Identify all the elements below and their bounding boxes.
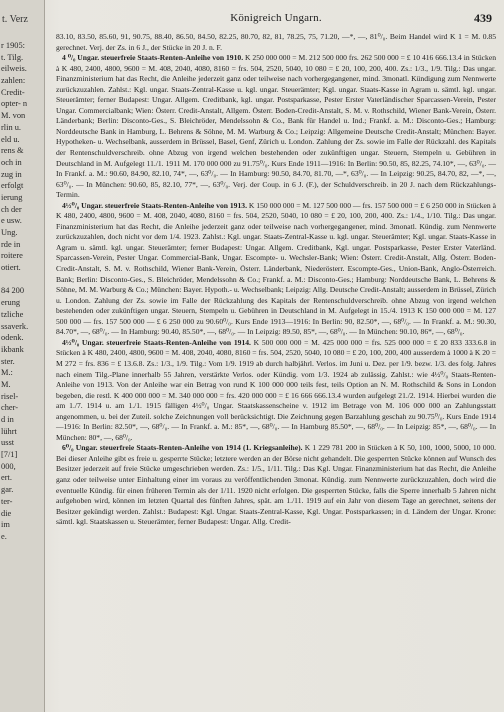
adjacent-page-line: erfolgt xyxy=(1,181,24,191)
adjacent-page-line xyxy=(1,648,45,660)
adjacent-page-line xyxy=(1,578,45,590)
adjacent-page-line: ssaverk. xyxy=(1,321,29,331)
document-body xyxy=(56,32,496,528)
adjacent-page-line: 000, xyxy=(1,461,16,471)
page-header xyxy=(56,12,496,32)
adjacent-page-line: Ung. xyxy=(1,228,18,237)
adjacent-page-line: odenk. xyxy=(1,333,24,343)
adjacent-page-line: d in xyxy=(1,415,14,424)
adjacent-page-line: gar. xyxy=(1,485,14,495)
adjacent-page-line xyxy=(1,683,45,695)
adjacent-page-line: e usw. xyxy=(1,216,22,226)
paragraph-text: 83.10, 83.50, 85.60, 91, 90.75, 88.40, 86.50, 84.50, 82.25, 80.70, 82, 81, 78.25, 75, 71.20, —*, —, 81⁰/₀. Beim Handel wird K 1 = M. 0.85 gerechnet. Verj. der Zs. in 6 J., der Stücke in 20 J. n. F. xyxy=(56,32,496,52)
entry-heading: 6⁰/₀ Ungar. steuerfreie Staats-Renten-Anleihe von 1914 (1. Kriegsanleihe). xyxy=(62,443,303,453)
adjacent-page-line xyxy=(1,624,45,636)
adjacent-page-line: ierung xyxy=(1,192,23,202)
running-title: Königreich Ungarn. xyxy=(230,12,322,24)
adjacent-page-line: rde in xyxy=(1,239,21,249)
adjacent-page-line: rlin u. xyxy=(1,122,22,132)
adjacent-page-line: Credit- xyxy=(1,87,25,97)
adjacent-page-fragment xyxy=(0,0,45,712)
adjacent-page-line: ster. xyxy=(1,356,15,366)
adjacent-page-line: e. xyxy=(1,531,7,541)
bond-entry-1913 xyxy=(56,201,496,338)
adjacent-page-line xyxy=(1,613,45,625)
adjacent-page-line: ikbank xyxy=(1,344,24,354)
adjacent-page-line xyxy=(1,601,45,613)
entry-heading: 4 ⁰/₀ Ungar. steuerfreie Staats-Renten-Anleihe von 1910. xyxy=(62,53,244,63)
adjacent-page-line: otiert. xyxy=(1,263,21,273)
entry-heading: 4½⁰/₀ Ungar. steuerfreie Staats-Renten-Anleihe von 1913. xyxy=(62,200,247,210)
adjacent-page-line: ert. xyxy=(1,473,12,483)
paragraph-continued xyxy=(56,32,496,53)
adjacent-page-line xyxy=(1,636,45,648)
adjacent-page-line xyxy=(1,659,45,671)
adjacent-page-line xyxy=(1,274,45,286)
adjacent-page-line: erung xyxy=(1,298,21,308)
adjacent-page-line: rens & xyxy=(1,146,24,156)
adjacent-page-line xyxy=(1,543,45,555)
adjacent-page-line: eld u. xyxy=(1,134,20,144)
main-column xyxy=(56,12,496,528)
adjacent-page-line: 84 200 xyxy=(1,286,25,296)
entry-heading: 4½⁰/₀ Ungar. steuerfreie Staats-Renten-Anleihe von 1914. xyxy=(62,337,251,347)
adjacent-page-line xyxy=(1,706,45,712)
adjacent-page-line: roitere xyxy=(1,251,23,261)
adjacent-page-line: usst xyxy=(1,438,15,448)
adjacent-page-line: cher- xyxy=(1,403,19,413)
adjacent-page-line: och in xyxy=(1,157,22,167)
adjacent-page-line: zahlen: xyxy=(1,76,26,86)
adjacent-page-line: ter- xyxy=(1,496,13,506)
adjacent-page-line: tzliche xyxy=(1,309,24,319)
page-number: 439 xyxy=(474,11,492,25)
entry-text: K 1 229 781 200 in Stücken à K 50, 100, 1000, 5000, 10 000. Bei dieser Anleihe gibt es freie u. gesperrte Stücke; letztere werden an der Börse nicht gehandelt. Die gesperrten Stücke können auf Wunsch des Besitzer jederzeit auf freie Stücke umgeschrieben werden. Zs.: 1/5., 1/11. Tilg.: Das Kgl. Ungar. Finanzministerium hat das Recht, die Anleihe ganz oder teilweise unter Einhaltung einer im voraus zu veröffentlichenden 3monat. Kündig. zum Nennwerte zurückzuzahlen, doch wird die eventuelle Kündig. für einen früheren Termin als der 1/11. 1920 nicht erfolgen. Die gesperrten Stücke, falls die Sperre innerhalb 5 Jahren nicht aufgehoben wird, können im letzten Quartal des fünften Jahres, spät. am 1./11. 1919 auf ein Jahr von diesem Tage an gerechnet, seitens der Besitzer gekündigt werden. Zahlst.: Budapest: Kgl. Ungar. Staats-Zentral-Kasse, Kgl. Ungar. Postsparkassen; in d. Ländern der Ungar. Krone: sämtl. kgl. Staatskassen u. Steuerämter, ferner Budapest: Ungar. Allg. Credit- xyxy=(56,443,497,527)
adjacent-page-line: M.: xyxy=(1,368,13,378)
adjacent-page-line: ch der xyxy=(1,204,22,214)
adjacent-page-line xyxy=(1,566,45,578)
adjacent-page-line xyxy=(1,589,45,601)
entry-text: K 500 000 000 = M. 425 000 000 = frs. 525 000 000 = £ 20 833 333.6.8 in Stücken à K 480, 2400, 4800, 9600 = M. 408, 2040, 4080, 8160 = frs. 504, 2520, 5040, 10 080 = £ 20, 100, 200, 400 ausserdem à 1000 à K 20 = M 272 = frs. 836 = £ 13.6.8. Zs.: 1/3., 1/9. Tilg.: Vom 1/9. 1919 ab durch halbjährl. Verlos. im Juni u. Dez. per 1/9. bezw. 1/3. des folg. Jahres nach einem Tilg.-Plane innerhalb 55 Jahren, verstärkte Verlos. oder Kündig. vom 1/3. 1924 ab zulässig. Zahlst.: wie 4½⁰/₀ Staats-Renten-Anleihe von 1913. Von der Anleihe war ein Betrag von rund K 100 000 000 teils fest, teils Option an N. M. Rothschild & Sons in London begeben, die restl. K 400 000 000 = M. 340 000 000 = frs. 420 000 000 = £ 16 666 666.13.4 wurden aufgelegt 21./2. 1914. Hierbei wurden die am 1./7. 1914 u. am 1./1. 1915 fälligen 4½⁰/₀ Ungar. Staatskassenscheine v. 1912 im Betrage von M. 106 000 000 an Zahlungsstatt angenommen, u. bei der Zuteil. solche Zeichnungen voll berücksichtigt. Die Zeichnung gegen Barzahlung geschah zu 90.75⁰/₀. Kurs Ende 1914—1916: In Berlin: 82.50*, —, 68⁰/₀. — In Frankf. a. M.: 85*, —, 68⁰/₀. — In Hamburg 85.50*, —, 68⁰/₀. — In Leipzig: 85*, —, 68⁰/₀. — In München: 80*, —, 68⁰/₀. xyxy=(56,337,496,442)
adjacent-page-line: t. Tilg. xyxy=(1,52,24,62)
adjacent-page-line xyxy=(1,695,45,707)
bond-entry-1914-war-loan xyxy=(56,443,496,527)
adjacent-page-line: r 1905: xyxy=(1,41,25,50)
adjacent-page-line: die xyxy=(1,508,12,518)
adjacent-page-header: t. Verz xyxy=(2,14,28,25)
adjacent-page-line: [7/1] xyxy=(1,450,18,460)
adjacent-page-line: lührt xyxy=(1,426,17,436)
adjacent-page-line: opter- n xyxy=(1,99,28,109)
adjacent-page-line xyxy=(1,554,45,566)
entry-text: K 150 000 000 = M. 127 500 000 — frs. 157 500 000 = £ 6 250 000 in Stücken à K 480, 2400, 4800, 9600 = M. 408, 2040, 4080, 8160 = frs. 504, 2520, 5040, 10 080 = £ 20, 100, 200, 400. Zs.: 1/4., 1/10. Tilg.: Das ungar. Finanzministerium hat das Recht, die Anleihe jederzeit ganz oder teilweise nach vorhergegangener, mind. 3monatl. Kündig. zum Nennwerte zurückzuzahlen, doch nicht vor dem 1/4. 1923. Zahlst.: Kgl. ungar. Staats-Zentral-Kasse u. kgl. ungar. Steuerämter; Kgl. ungar. Staats-Kasse in Agram u. sämtl. kgl. ungar. Steuerämter; ferner Budapest: Ungar. Allgem. Creditbank, Kgl. ungar. Postsparkasse, Pester Erster Vaterländ. Sparcassen-Verein, Pester Ungar. Commercial-Bank, Ungar. Escompte- u. Wechsler-Bank; Wien: Österr. Credit-Anstalt, Allg. Österr. Boden-Credit-Anstalt, S. M. v. Rothschild, Wiener Bank-Verein, Österr. Länderbank, Niederösterr. Escompte-Ges., Union-Bank, Anglo-Österreich. Bank; Berlin: Disconto-Ges., S. Bleichröder, Mendelssohn & Co.; Frankf. a. M.: Disconto-Ges.; Hamburg: Norddeutsche Bank, L. Behrens & Söhne, M. M. Warburg & Co.; München: Bayer. Hypoth.- u. Wechselbank; Leipzig: Allg. Deutsche Credit-Anstalt; ausserdem in Brüssel, Zürich u. London. Zahlung der Zs. sowie im Falle der Rückzahlung des Kapitals der Rentenschuldverschreib. ohne Abzug von irgend welchen bestehenden oder zukünftigen ungar. Steuern, Stempeln u. Gebühren in Deutschland in M. Aufgelegt in 15./4. 1913 K 150 000 000 = M. 127 500 000 — frs. 157 500 000 — £ 6 250 000 zu 90.60⁰/₀. Kurs Ende 1913—1916: In Berlin: 90, 82.50*, —, 68⁰/₀. — In Frankf. a. M.: 90.30, 84.70*, —, 68⁰/₀. — In Hamburg: 90.40, 85.50*, —, 68⁰/₀. — In Leipzig: 89.50, 85*, —, 68⁰/₀. — In München: 90.10, 86*, —, 68⁰/₀. xyxy=(56,200,496,337)
adjacent-page-line: eilweis. xyxy=(1,64,27,74)
adjacent-page-line: M. xyxy=(1,379,11,389)
entry-text: K 250 000 000 = M. 212 500 000 frs. 262 500 000 = £ 10 416 666.13.4 in Stücken à K 480, 2400, 4800, 9600 = M. 408, 2040, 4080, 8160 = frs. 504, 2520, 5040, 10 080 = £ 20, 100, 200, 400. Zs.: 1/3., 1/9. Tilg.: Das ungar. Finanzministerium hat das Recht, die Anleihe jederzeit ganz oder teilweise nach vorhergegangener, mind. 3monatl. Kündigung zum Nennwerte zurückzuzahlen. Zahlst.: Kgl. ungar. Staats-Zentral-Kasse u. kgl. ungar. Steuerämter; Kgl. ungar. Staats-Kasse in Agram u. sämtl. kgl. ungar. Steuerämter; ferner Budapest: Ungar. Allgem. Creditbank, kgl. ungar. Postsparkasse, Pester Erster Vaterländischer Sparcassen-Verein, Pester Ungar. Commercialbank; Wien: Österr. Credit-Anstalt, Allgem. Österr. Boden-Credit-Anstalt, S. M. v. Rothschild, Wiener Bank-Verein, Österr. Länderbank; Berlin: Disconto-Ges., S. Bleichröder, Mendelssohn & Co., Bank für Handel u. Ind.; Frankf. a. M.: Disconto-Ges.; Hamburg: Norddeutsche Bank in Hamburg, L. Behrens & Söhne, M. M. Warburg & Co.; Leipzig: Allgemeine Deutsche Credit-Anstalt; München: Bayer. Hypotheken- u. Wechselbank, ausserdem in Brüssel, Basel, Genf, Zürich u. London. Zahlung der Zs. sowie im Falle der Rückzahl. des Kapitals der Rentenschuldverschreib. ohne Abzug von irgend welchen bestehenden oder zukünftigen ungar. Steuern, Stempeln u. Gebühren in Deutschland in M. Aufgelegt 11./1. 1911 M. 170 000 000 zu 91.75⁰/₀. Kurs Ende 1911—1916: In Berlin: 90.50, 85, 82.25, 74.10*, —, 63⁰/₀. — In Frankf. a. M.: 90.60, 84.90, 82.10, 74*, —, 63⁰/₀. — In Hamburg: 90.50, 84.70, 81.70, —*, 63⁰/₀. — In Leipzig: 90.25, 84.70, 82, —*, —, 63⁰/₀. — In München: 90.60, 85, 82.10, 77*, —, 63⁰/₀. Verj. der Coup. in 6 J. (F.), der Schuldverschreib. in 20 J. nach dem Rückzahlungs-Termin. xyxy=(56,53,496,200)
bond-entry-1910 xyxy=(56,53,496,201)
adjacent-page-line xyxy=(1,671,45,683)
adjacent-page-line: im xyxy=(1,520,10,530)
adjacent-page-line: risel- xyxy=(1,391,19,401)
adjacent-page-text xyxy=(1,40,45,712)
bond-entry-1914 xyxy=(56,338,496,443)
adjacent-page-line: zug in xyxy=(1,169,22,179)
adjacent-page-line: M. von xyxy=(1,111,26,121)
